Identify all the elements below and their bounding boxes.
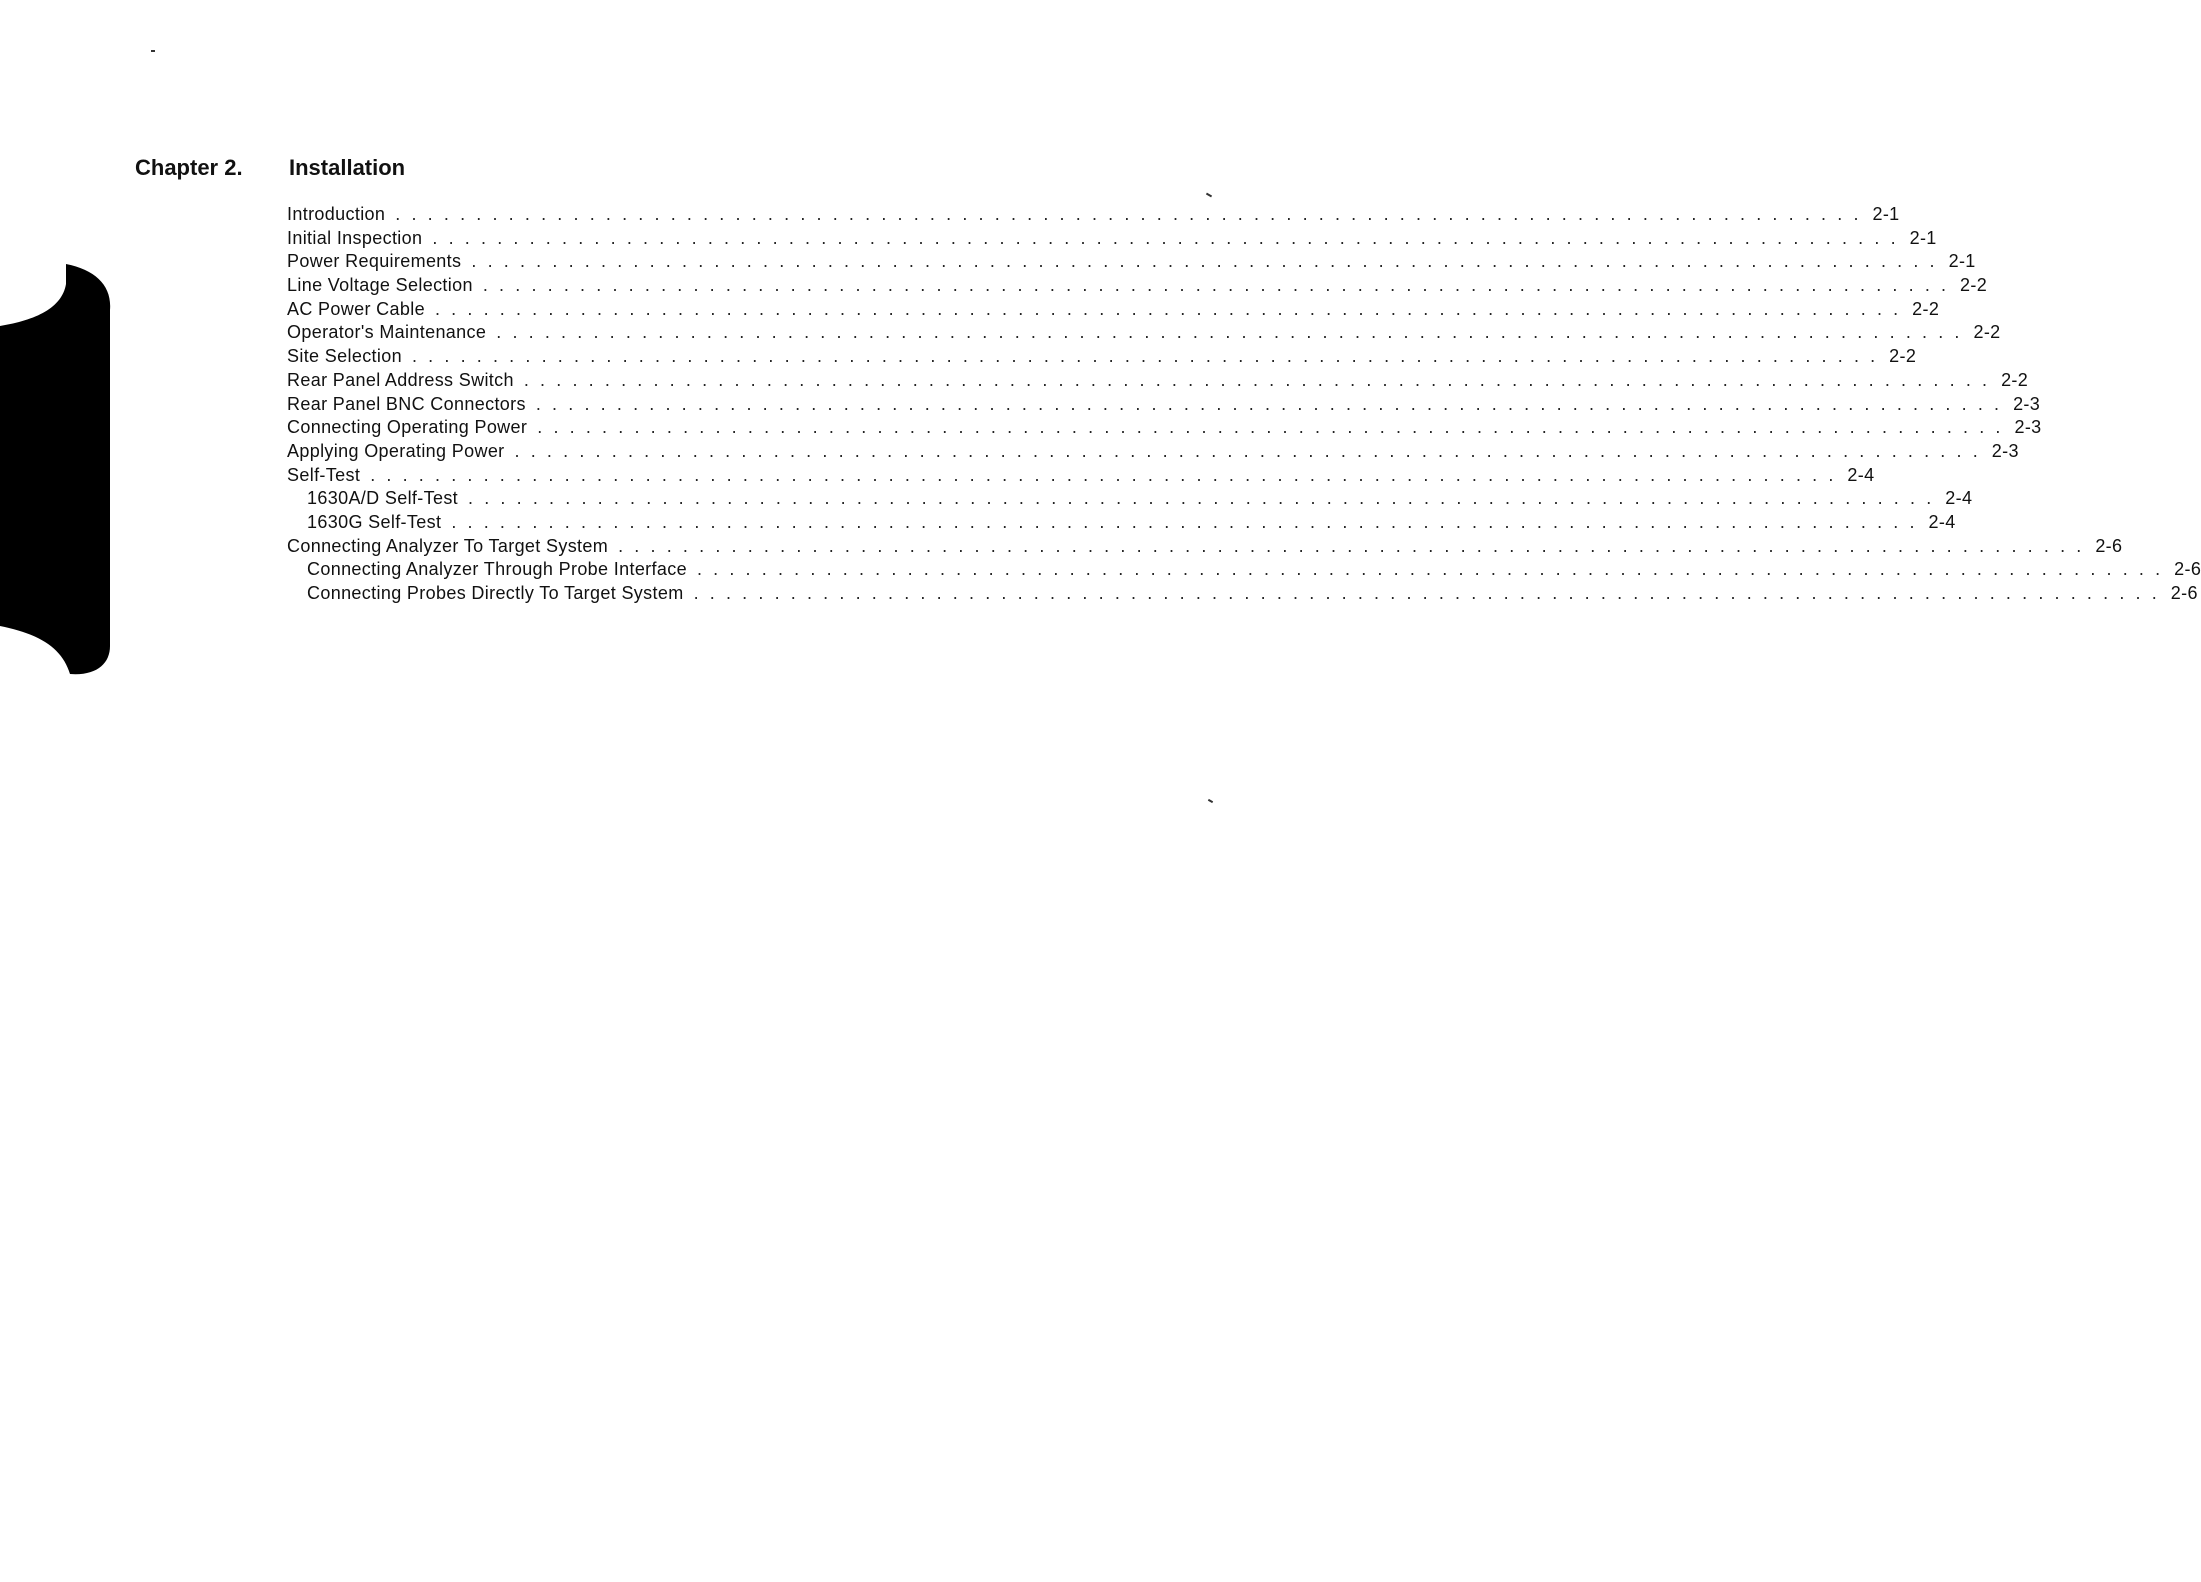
toc-leader-dots: . . . . . . . . . . . . . . . . . . . . . . . . . . . . . . . . . . . . . . . . . . . . . . . . . . . . . . . . . . . . . . . . . . . . . . . . . . . . . . . . . . . . . . . . . . . — [482, 275, 1950, 296]
toc-entry-page: 2-3 — [2014, 417, 2042, 438]
toc-entry-page: 2-2 — [2001, 369, 2029, 390]
toc-entry[interactable] — [287, 559, 2201, 583]
toc-entry-page: 2-1 — [1872, 204, 1900, 224]
toc-leader-dots: . . . . . . . . . . . . . . . . . . . . . . . . . . . . . . . . . . . . . . . . . . . . . . . . . . . . . . . . . . . . . . . . . . . . . . . . . . . . . . . . . . . . . . . . . . . — [537, 417, 2004, 438]
toc-leader-dots: . . . . . . . . . . . . . . . . . . . . . . . . . . . . . . . . . . . . . . . . . . . . . . . . . . . . . . . . . . . . . . . . . . . . . . . . . . . . . . . . . . . . . . . . . . . — [471, 251, 1938, 272]
toc-entry[interactable] — [287, 417, 2042, 441]
toc-entry-title: Initial Inspection — [287, 227, 423, 248]
scan-speck — [1208, 799, 1213, 803]
toc-entry[interactable] — [287, 275, 1988, 299]
toc-leader-dots: . . . . . . . . . . . . . . . . . . . . . . . . . . . . . . . . . . . . . . . . . . . . . . . . . . . . . . . . . . . . . . . . . . . . . . . . . . . . . . . . . . . . . . . . . . . — [514, 440, 1981, 461]
toc-leader-dots: . . . . . . . . . . . . . . . . . . . . . . . . . . . . . . . . . . . . . . . . . . . . . . . . . . . . . . . . . . . . . . . . . . . . . . . . . . . . . . . . . . . . . . . . . . . — [395, 204, 1862, 224]
toc-leader-dots: . . . . . . . . . . . . . . . . . . . . . . . . . . . . . . . . . . . . . . . . . . . . . . . . . . . . . . . . . . . . . . . . . . . . . . . . . . . . . . . . . . . . . . . . . . . — [523, 369, 1991, 390]
toc-leader-dots: . . . . . . . . . . . . . . . . . . . . . . . . . . . . . . . . . . . . . . . . . . . . . . . . . . . . . . . . . . . . . . . . . . . . . . . . . . . . . . . . . . . . . . . . . . . — [432, 227, 1899, 248]
toc-entry-title: Connecting Probes Directly To Target System — [307, 583, 684, 603]
toc-entry-page: 2-3 — [1991, 440, 2019, 461]
scan-speck — [1206, 193, 1212, 198]
toc-entry-title: Power Requirements — [287, 251, 462, 272]
toc-entry-title: AC Power Cable — [287, 298, 425, 319]
toc-entry[interactable] — [287, 511, 1956, 536]
toc-entry[interactable] — [287, 346, 1917, 370]
toc-entry[interactable] — [287, 227, 1937, 252]
toc-entry-page: 2-1 — [1909, 227, 1937, 248]
toc-entry[interactable] — [287, 464, 1875, 489]
toc-leader-dots: . . . . . . . . . . . . . . . . . . . . . . . . . . . . . . . . . . . . . . . . . . . . . . . . . . . . . . . . . . . . . . . . . . . . . . . . . . . . . . . . . . . . . . . . . . . — [693, 583, 2160, 603]
chapter-label: Chapter 2. — [135, 155, 243, 180]
toc-entry-page: 2-4 — [1928, 511, 1956, 532]
toc-entry-page: 2-2 — [1912, 298, 1940, 319]
toc-entry-title: Connecting Operating Power — [287, 417, 528, 438]
toc-entry[interactable] — [287, 488, 1973, 512]
toc-entry-page: 2-1 — [1948, 251, 1976, 272]
toc-leader-dots: . . . . . . . . . . . . . . . . . . . . . . . . . . . . . . . . . . . . . . . . . . . . . . . . . . . . . . . . . . . . . . . . . . . . . . . . . . . . . . . . . . . . . . . . . . . — [468, 488, 1935, 509]
toc-entry[interactable] — [287, 251, 1976, 275]
toc-entry-page: 2-2 — [1973, 322, 2001, 343]
toc-leader-dots: . . . . . . . . . . . . . . . . . . . . . . . . . . . . . . . . . . . . . . . . . . . . . . . . . . . . . . . . . . . . . . . . . . . . . . . . . . . . . . . . . . . . . . . . . . . — [434, 298, 1902, 319]
toc-entry-title: 1630A/D Self-Test — [307, 488, 459, 509]
toc-entry-page: 2-2 — [1889, 346, 1917, 367]
toc-entry[interactable] — [287, 369, 2029, 394]
toc-leader-dots: . . . . . . . . . . . . . . . . . . . . . . . . . . . . . . . . . . . . . . . . . . . . . . . . . . . . . . . . . . . . . . . . . . . . . . . . . . . . . . . . . . . . . . . . . . . — [370, 464, 1837, 485]
toc-entry-title: Rear Panel Address Switch — [287, 369, 514, 390]
toc-leader-dots: . . . . . . . . . . . . . . . . . . . . . . . . . . . . . . . . . . . . . . . . . . . . . . . . . . . . . . . . . . . . . . . . . . . . . . . . . . . . . . . . . . . . . . . . . . . — [618, 535, 2085, 556]
binder-tab-mark — [0, 264, 112, 676]
toc-entry[interactable] — [287, 322, 2001, 346]
toc-leader-dots: . . . . . . . . . . . . . . . . . . . . . . . . . . . . . . . . . . . . . . . . . . . . . . . . . . . . . . . . . . . . . . . . . . . . . . . . . . . . . . . . . . . . . . . . . . . — [411, 346, 1879, 367]
toc-entry-title: Line Voltage Selection — [287, 275, 473, 296]
table-of-contents — [287, 204, 2201, 607]
chapter-title: Installation — [289, 155, 406, 180]
toc-entry-title: Site Selection — [287, 346, 402, 367]
toc-leader-dots: . . . . . . . . . . . . . . . . . . . . . . . . . . . . . . . . . . . . . . . . . . . . . . . . . . . . . . . . . . . . . . . . . . . . . . . . . . . . . . . . . . . . . . . . . . . — [496, 322, 1963, 343]
toc-entry-page: 2-3 — [2013, 393, 2041, 414]
toc-leader-dots: . . . . . . . . . . . . . . . . . . . . . . . . . . . . . . . . . . . . . . . . . . . . . . . . . . . . . . . . . . . . . . . . . . . . . . . . . . . . . . . . . . . . . . . . . . . — [451, 511, 1918, 532]
toc-entry-page: 2-2 — [1960, 275, 1988, 296]
toc-entry-title: Applying Operating Power — [287, 440, 505, 461]
toc-entry-page: 2-6 — [2174, 559, 2201, 580]
toc-entry-title: Operator's Maintenance — [287, 322, 487, 343]
toc-entry[interactable] — [287, 298, 1940, 323]
toc-entry-title: Introduction — [287, 204, 386, 224]
toc-entry-title: 1630G Self-Test — [307, 511, 442, 532]
toc-entry[interactable] — [287, 393, 2041, 418]
toc-entry-title: Self-Test — [287, 464, 361, 485]
toc-entry-title: Connecting Analyzer Through Probe Interface — [307, 559, 687, 580]
scan-speck — [151, 50, 155, 52]
toc-leader-dots: . . . . . . . . . . . . . . . . . . . . . . . . . . . . . . . . . . . . . . . . . . . . . . . . . . . . . . . . . . . . . . . . . . . . . . . . . . . . . . . . . . . . . . . . . . . — [696, 559, 2164, 580]
chapter-heading — [135, 152, 1135, 184]
toc-entry[interactable] — [287, 583, 2198, 607]
toc-entry-title: Rear Panel BNC Connectors — [287, 393, 526, 414]
toc-entry-title: Connecting Analyzer To Target System — [287, 535, 609, 556]
toc-entry[interactable] — [287, 204, 1900, 228]
toc-entry-page: 2-4 — [1945, 488, 1973, 509]
toc-entry[interactable] — [287, 440, 2019, 465]
toc-entry-page: 2-6 — [2095, 535, 2123, 556]
toc-leader-dots: . . . . . . . . . . . . . . . . . . . . . . . . . . . . . . . . . . . . . . . . . . . . . . . . . . . . . . . . . . . . . . . . . . . . . . . . . . . . . . . . . . . . . . . . . . . — [535, 393, 2003, 414]
toc-entry-page: 2-6 — [2170, 583, 2198, 603]
toc-entry[interactable] — [287, 535, 2123, 560]
toc-entry-page: 2-4 — [1847, 464, 1875, 485]
